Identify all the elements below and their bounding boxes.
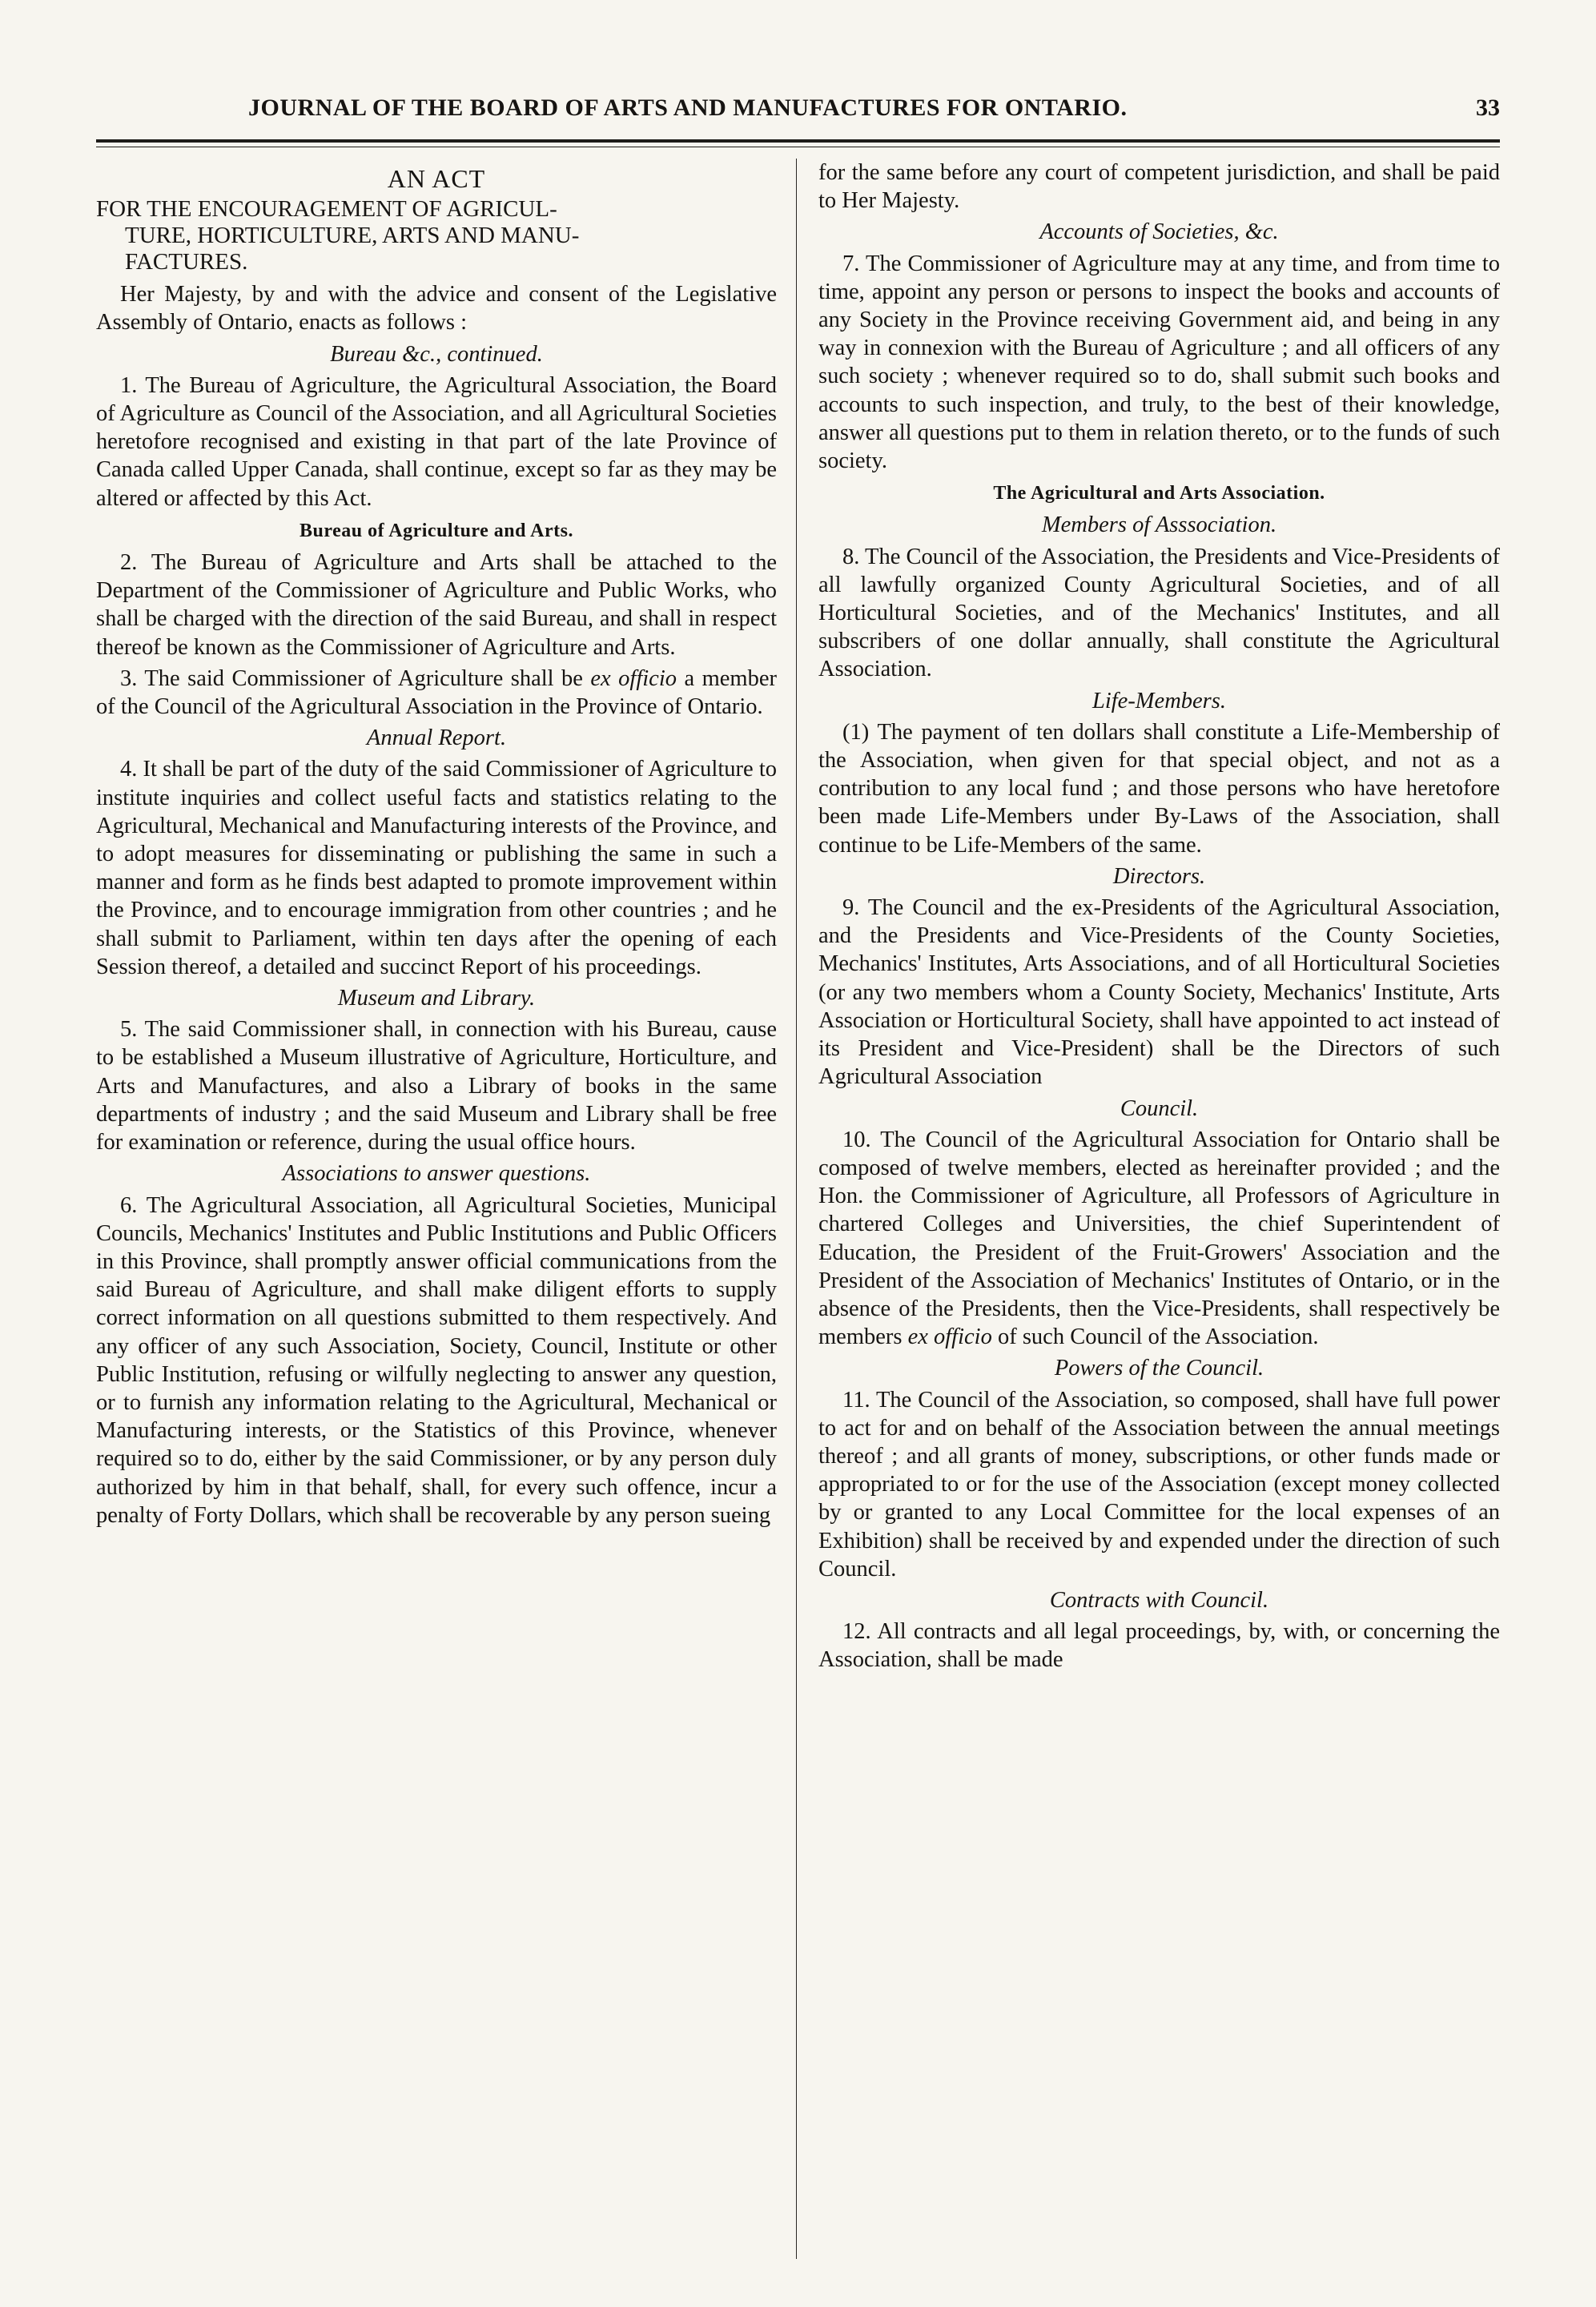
section-3 — [96, 665, 777, 721]
section-4: 4. It shall be part of the duty of the said Commissioner of Agriculture to institute inquiries and collect useful facts and statistics relating to the Agricultural, Mechanical and Manufacturing interests of the Province, and to adopt measures for disseminating or publishing the same in such a manner and form as he finds best adapted to promote improvement within the Province, and to encourage immigration from other countries ; and he shall submit to Parliament, within ten days after the opening of each Session thereof, a detailed and succinct Report of his proceedings. — [96, 757, 777, 979]
section-12: 12. All contracts and all legal proceedings, by, with, or concerning the Association, shall be made — [818, 1619, 1500, 1673]
side-heading: Powers of the Council. — [1054, 1356, 1264, 1381]
act-subtitle-line: FACTURES. — [125, 249, 248, 275]
running-head — [96, 86, 1500, 135]
side-heading: The Agricultural and Arts Association. — [993, 483, 1325, 504]
section-3-text: 3. The said Commissioner of Agriculture shall be — [120, 665, 591, 691]
section-11: 11. The Council of the Association, so composed, shall have full power to act for and on behalf of the Association between the annual meetings thereof ; and all grants of money, subscriptions, or other funds made or appropriated to or for the use of the Association (except money collected by or granted to any Local Committee for the local expenses of an Exhibition) shall be received by and expended under the direction of such Council. — [818, 1387, 1500, 1582]
enacting-clause: Her Majesty, by and with the advice and consent of the Legislative Assembly of Ontario, enacts as follows : — [96, 282, 777, 336]
side-heading: Accounts of Societies, &c. — [1039, 219, 1279, 245]
left-column — [96, 159, 777, 2259]
section-7: 7. The Commissioner of Agriculture may at any time, and from time to time, appoint any person or persons to inspect the books and accounts of any Society in the Province receiving Government aid, and being in any way in connexion with the Bureau of Agriculture ; and all officers of any such society ; whenever required so to do, shall submit such books and accounts to such inspection, and truly, to the best of their knowledge, answer all questions put to them in relation thereto, or to the funds of such society. — [818, 251, 1500, 474]
section-10-latin: ex officio — [907, 1324, 992, 1350]
column-divider — [796, 159, 797, 2259]
act-subtitle-line: FOR THE ENCOURAGEMENT OF AGRICUL- — [96, 196, 557, 223]
right-column — [818, 159, 1500, 2259]
side-heading: Bureau of Agriculture and Arts. — [300, 520, 573, 541]
act-title: AN ACT — [387, 164, 486, 193]
running-title: JOURNAL OF THE BOARD OF ARTS AND MANUFACTURES FOR ONTARIO. — [248, 94, 1128, 121]
section-3-text: a member of the Council of the Agricultural Association in the Province of Ontario. — [96, 665, 777, 720]
page-number: 33 — [1476, 94, 1500, 121]
section-10-text: 10. The Council of the Agricultural Association for Ontario shall be composed of twelve members, elected as hereinafter provided ; and the Hon. the Commissioner of Agriculture, all Professors of Agriculture in chartered Colleges and Universities, the chief Superintendent of Education, the President of the Fruit-Growers' Association and the President of the Association of Mechanics' Institutes of Ontario, or in the absence of the Presidents, then the Vice-Presidents, shall respectively be members — [818, 1127, 1500, 1350]
section-5: 5. The said Commissioner shall, in connection with his Bureau, cause to be established a Museum illustrative of Agriculture, Horticulture, and Arts and Manufactures, and also a Library of books in the same departments of industry ; and the said Museum and Library shall be free for examination or reference, during the usual office hours. — [96, 1017, 777, 1156]
section-8: 8. The Council of the Association, the Presidents and Vice-Presidents of all lawfully organized County Agricultural Societies, and of all Horticultural Societies, and of the Mechanics' Institutes, and all subscribers of one dollar annually, shall constitute the Agricultural Association. — [818, 544, 1500, 682]
side-heading: Contracts with Council. — [1049, 1587, 1269, 1613]
side-heading: Directors. — [1112, 863, 1206, 889]
section-8-1: (1) The payment of ten dollars shall constitute a Life-Membership of the Association, when given for that special object, and not as a contribution to any local fund ; and those persons who have heretofore been made Life-Members under By-Laws of the Association, shall continue to be Life-Members of the same. — [818, 719, 1500, 858]
side-heading: Council. — [1120, 1095, 1199, 1121]
section-6: 6. The Agricultural Association, all Agricultural Societies, Municipal Councils, Mechanics' Institutes and Public Institutions and Public Officers in this Province, shall promptly answer official communications from the said Bureau of Agriculture, and shall make diligent efforts to supply correct information on all questions submitted to them respectively. And any officer of any such Association, Society, Council, Institute or other Public Institution, refusing or wilfully neglecting to answer any question, or to furnish any information relating to the Agricultural, Mechanical or Manufacturing interests, or the Statistics of this Province, whenever required so to do, either by the said Commissioner, or by any person duly authorized by him in that behalf, shall, for every such offence, incur a penalty of Forty Dollars, which shall be recoverable by any person sueing — [96, 1192, 777, 1528]
act-subtitle-line: TURE, HORTICULTURE, ARTS AND MANU- — [125, 223, 580, 249]
header-rule-heavy — [96, 139, 1500, 143]
act-subtitle — [96, 196, 777, 275]
section-10 — [818, 1126, 1500, 1352]
side-heading: Members of Asssociation. — [1041, 512, 1277, 538]
section-10-text: of such Council of the Association. — [991, 1324, 1319, 1350]
section-1: 1. The Bureau of Agriculture, the Agricultural Association, the Board of Agriculture as Council of the Association, and all Agricultural Societies heretofore recognised and existing in that part of the late Province of Canada called Upper Canada, shall continue, except so far as they may be altered or affected by this Act. — [96, 372, 777, 511]
side-heading: Museum and Library. — [337, 986, 536, 1011]
side-heading: Bureau &c., continued. — [330, 341, 543, 367]
section-6-continued: for the same before any court of competent jurisdiction, and shall be paid to Her Majesty. — [818, 160, 1500, 214]
side-heading: Life-Members. — [1091, 688, 1226, 713]
section-9: 9. The Council and the ex-Presidents of the Agricultural Association, and the Presidents and Vice-Presidents of the County Societies, Mechanics' Institutes, Arts Associations, and of all Horticultural Societies (or any two members whom a County Society, Mechanics' Institute, Arts Association or Horticultural Society, shall have appointed to act instead of its President and Vice-President) shall be the Directors of such Agricultural Association — [818, 895, 1500, 1090]
side-heading: Annual Report. — [366, 725, 507, 751]
side-heading: Associations to answer questions. — [282, 1161, 591, 1187]
section-2: 2. The Bureau of Agriculture and Arts shall be attached to the Department of the Commissioner of Agriculture and Public Works, who shall be charged with the direction of the said Bureau, and shall in respect thereof be known as the Commissioner of Agriculture and Arts. — [96, 550, 777, 660]
section-3-latin: ex officio — [590, 665, 677, 691]
